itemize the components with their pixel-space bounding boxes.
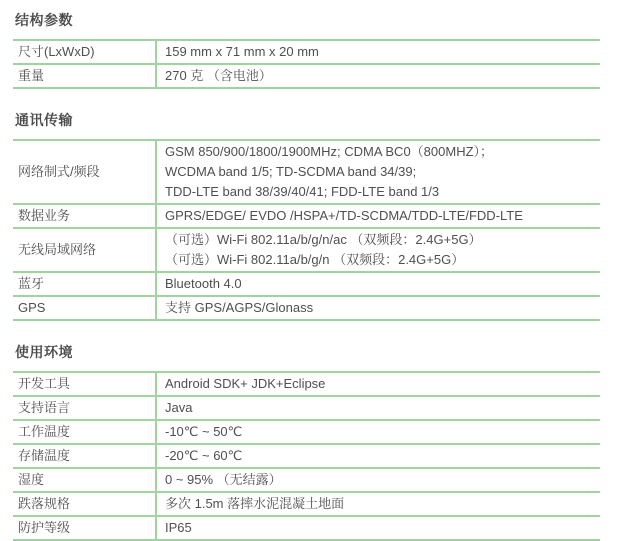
spec-label: 湿度 [18,472,45,487]
spec-value-line: 0 ~ 95% （无结露） [165,472,282,487]
spec-label: 蓝牙 [18,276,45,291]
section-title-structure: 结构参数 [15,12,73,28]
table-row [13,469,600,493]
table-row [13,273,600,297]
spec-value [155,229,600,271]
spec-value [155,517,600,539]
spec-value [155,273,600,295]
spec-value-line: IP65 [165,520,192,535]
spec-label: 网络制式/频段 [18,164,100,179]
spec-value-line: Bluetooth 4.0 [165,276,242,291]
spec-value-line: 270 克 （含电池） [165,68,272,83]
section-structure [13,10,600,89]
spec-value [155,373,600,395]
spec-value-line: -20℃ ~ 60℃ [165,448,243,463]
spec-label: 数据业务 [18,208,71,223]
spec-value [155,141,600,203]
table-row [13,517,600,541]
spec-label: 支持语言 [18,400,71,415]
table-row [13,141,600,205]
table-row [13,397,600,421]
spec-label: 存储温度 [18,448,71,463]
table-row [13,205,600,229]
spec-value-line: （可选）Wi-Fi 802.11a/b/g/n/ac （双频段：2.4G+5G） [165,232,482,247]
spec-value-line: （可选）Wi-Fi 802.11a/b/g/n （双频段：2.4G+5G） [165,252,465,267]
spec-label: 工作温度 [18,424,71,439]
spec-value [155,65,600,87]
section-title-communication: 通讯传输 [15,112,73,128]
table-row [13,373,600,397]
table-row [13,65,600,89]
spec-label: GPS [18,300,46,315]
spec-value [155,445,600,467]
spec-value [155,397,600,419]
spec-value-line: 159 mm x 71 mm x 20 mm [165,44,319,59]
table-row [13,229,600,273]
spec-label: 无线局域网络 [18,242,97,257]
table-row [13,421,600,445]
spec-value-line: WCDMA band 1/5; TD-SCDMA band 34/39; [165,164,417,179]
spec-value-line: Java [165,400,193,415]
spec-value-line: 支持 GPS/AGPS/Glonass [165,300,314,315]
spec-value [155,297,600,319]
spec-value [155,41,600,63]
section-environment [13,342,600,541]
section-title-environment: 使用环境 [15,344,73,360]
spec-value-line: GPRS/EDGE/ EVDO /HSPA+/TD-SCDMA/TDD-LTE/FDD-LTE [165,208,523,223]
table-row [13,445,600,469]
spec-value-line: GSM 850/900/1800/1900MHz; CDMA BC0（800MHZ）； [165,144,494,159]
spec-value [155,493,600,515]
spec-label: 尺寸(LxWxD) [18,44,95,59]
table-row [13,297,600,321]
spec-label: 跌落规格 [18,496,71,511]
spec-value-line: TDD-LTE band 38/39/40/41; FDD-LTE band 1/3 [165,184,440,199]
spec-value [155,469,600,491]
spec-value [155,205,600,227]
spec-label: 重量 [18,68,45,83]
table-row [13,41,600,65]
spec-value-line: 多次 1.5m 落摔水泥混凝土地面 [165,496,345,511]
spec-value-line: -10℃ ~ 50℃ [165,424,243,439]
spec-table-structure [13,39,600,89]
table-row [13,493,600,517]
spec-value [155,421,600,443]
section-communication [13,110,600,321]
spec-label: 防护等级 [18,520,71,535]
spec-label: 开发工具 [18,376,71,391]
spec-table-communication [13,139,600,321]
spec-value-line: Android SDK+ JDK+Eclipse [165,376,326,391]
